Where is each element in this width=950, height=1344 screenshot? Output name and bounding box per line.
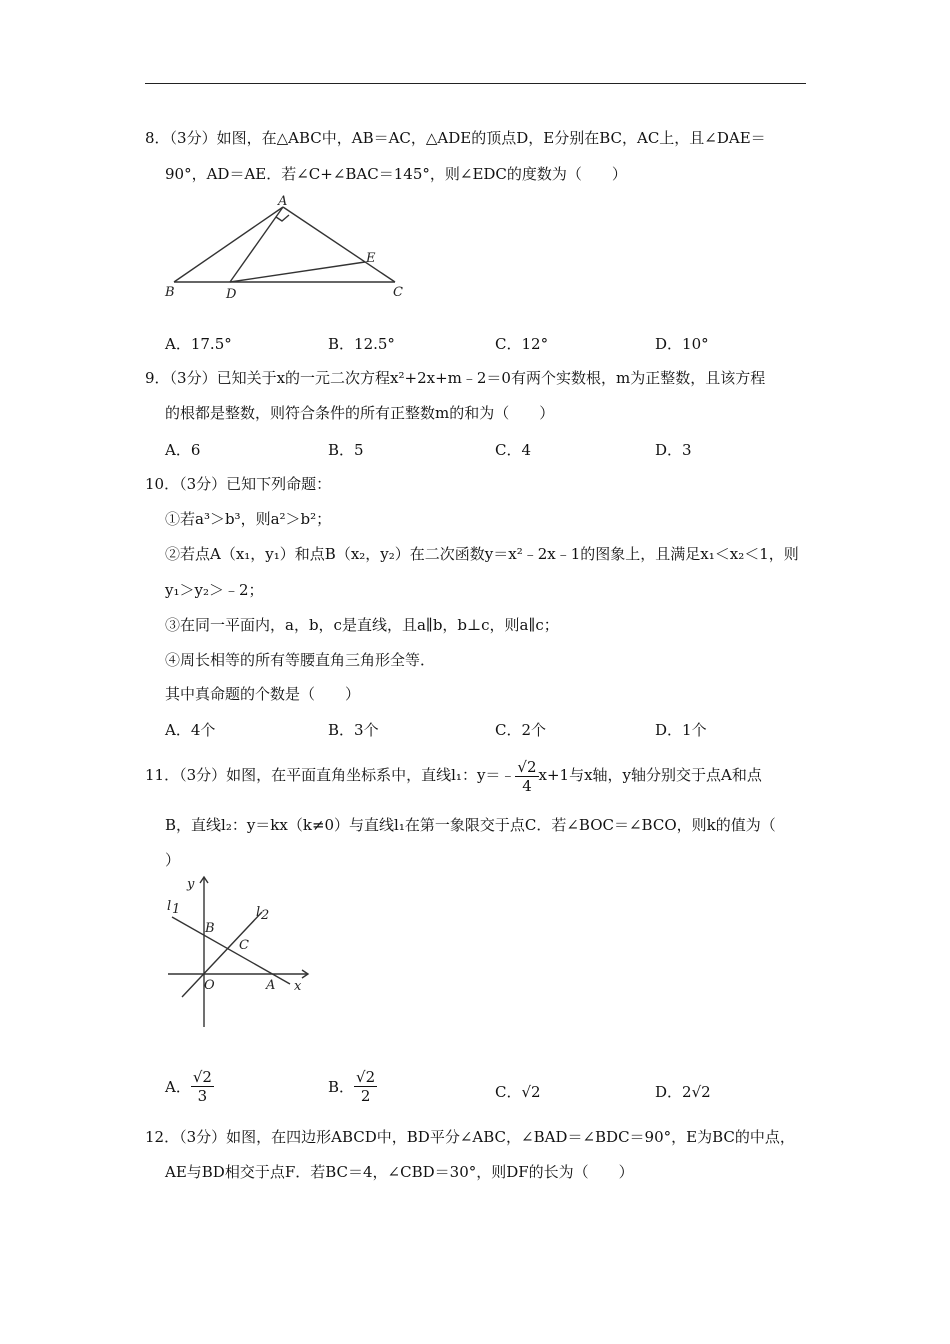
- q10-option-a: A．4个: [165, 721, 216, 739]
- q11-label-a: A: [266, 978, 276, 993]
- q10-statement-2a: ②若点A（x₁，y₁）和点B（x₂，y₂）在二次函数y＝x²﹣2x﹣1的图象上，且满足x₁＜x₂＜1，则: [165, 545, 799, 563]
- q11-label-x: x: [294, 979, 302, 994]
- q11-fraction: [515, 758, 538, 795]
- q11-coordinate-figure: [160, 872, 315, 1032]
- q9-option-d: D．3: [655, 441, 692, 459]
- q8-label-d: D: [226, 287, 237, 302]
- q11-line1: [145, 756, 762, 796]
- q8-line2: 90°，AD＝AE．若∠C+∠BAC＝145°，则∠EDC的度数为（ ）: [165, 165, 627, 183]
- q8-option-d: D．10°: [655, 335, 709, 353]
- q11-label-o: O: [204, 978, 215, 993]
- q10-line1: 10．（3分）已知下列命题：: [145, 475, 332, 493]
- q8-segment-ad: [230, 207, 283, 282]
- q11-label-c: C: [239, 938, 249, 953]
- q9-option-c: C．4: [495, 441, 532, 459]
- q12-line2: AE与BD相交于点F．若BC＝4，∠CBD＝30°，则DF的长为（ ）: [165, 1163, 634, 1181]
- q11-option-a: A． $\frac{√2}{3}$: [165, 1068, 212, 1105]
- q10-option-c: C．2个: [495, 721, 547, 739]
- q11-option-c: C．√2: [495, 1083, 541, 1101]
- q11-line1-post: x+1与x轴，y轴分别交于点A和点: [538, 766, 762, 784]
- q10-ask: 其中真命题的个数是（ ）: [165, 685, 361, 703]
- q11-label-l1: l: [167, 899, 172, 914]
- q11-label-l2: l: [256, 905, 261, 920]
- q8-label-e: E: [366, 251, 376, 266]
- q8-right-angle-mark: [276, 215, 289, 221]
- q11-fraction-num: √2: [517, 757, 537, 776]
- q11-label-y: y: [187, 877, 195, 892]
- q9-option-a: A．6: [165, 441, 201, 459]
- q8-label-a: A: [278, 194, 288, 209]
- q12-line1: 12．（3分）如图，在四边形ABCD中，BD平分∠ABC，∠BAD＝∠BDC＝90°，E为BC的中点，: [145, 1128, 795, 1146]
- q9-line1: 9．（3分）已知关于x的一元二次方程x²+2x+m﹣2＝0有两个实数根，m为正整数，且该方程: [145, 369, 766, 387]
- q8-segment-ab: [174, 207, 283, 282]
- q11-label-l2-sub: 2: [261, 908, 270, 923]
- q8-label-c: C: [393, 285, 403, 300]
- q10-statement-4: ④周长相等的所有等腰直角三角形全等．: [165, 651, 436, 669]
- q9-line2: 的根都是整数，则符合条件的所有正整数m的和为（ ）: [165, 404, 555, 422]
- q8-triangle-figure: [160, 190, 420, 305]
- q10-statement-1: ①若a³＞b³，则a²＞b²；: [165, 510, 332, 528]
- q11-line-l2: [182, 912, 262, 997]
- q11-option-b: B． $\frac{√2}{2}$: [328, 1068, 376, 1105]
- q10-statement-2b: y₁＞y₂＞﹣2；: [165, 581, 264, 599]
- q10-statement-3: ③在同一平面内，a，b，c是直线，且a∥b，b⊥c，则a∥c；: [165, 616, 559, 634]
- q11-line2: B，直线l₂：y＝kx（k≠0）与直线l₁在第一象限交于点C．若∠BOC＝∠BCO，则k的值为（: [165, 816, 776, 834]
- q10-option-b: B．3个: [328, 721, 379, 739]
- q9-option-b: B．5: [328, 441, 364, 459]
- q11-fraction-den: 4: [522, 776, 532, 795]
- q8-line1: 8．（3分）如图，在△ABC中，AB＝AC，△ADE的顶点D，E分别在BC，AC上，且∠DAE＝: [145, 129, 766, 147]
- q8-label-b: B: [165, 285, 175, 300]
- q11-label-l1-sub: 1: [172, 902, 181, 917]
- q10-option-d: D．1个: [655, 721, 707, 739]
- q8-segment-ac: [283, 207, 395, 282]
- q11-label-b: B: [205, 921, 215, 936]
- q11-line3: ）: [165, 851, 181, 869]
- q8-option-c: C．12°: [495, 335, 549, 353]
- q8-option-b: B．12.5°: [328, 335, 395, 353]
- q11-option-d: D．2√2: [655, 1083, 711, 1101]
- header-rule: [145, 83, 806, 84]
- q8-option-a: A．17.5°: [165, 335, 232, 353]
- q11-line1-pre: 11．（3分）如图，在平面直角坐标系中，直线l₁：y＝﹣: [145, 766, 516, 784]
- q8-segment-de: [230, 262, 365, 282]
